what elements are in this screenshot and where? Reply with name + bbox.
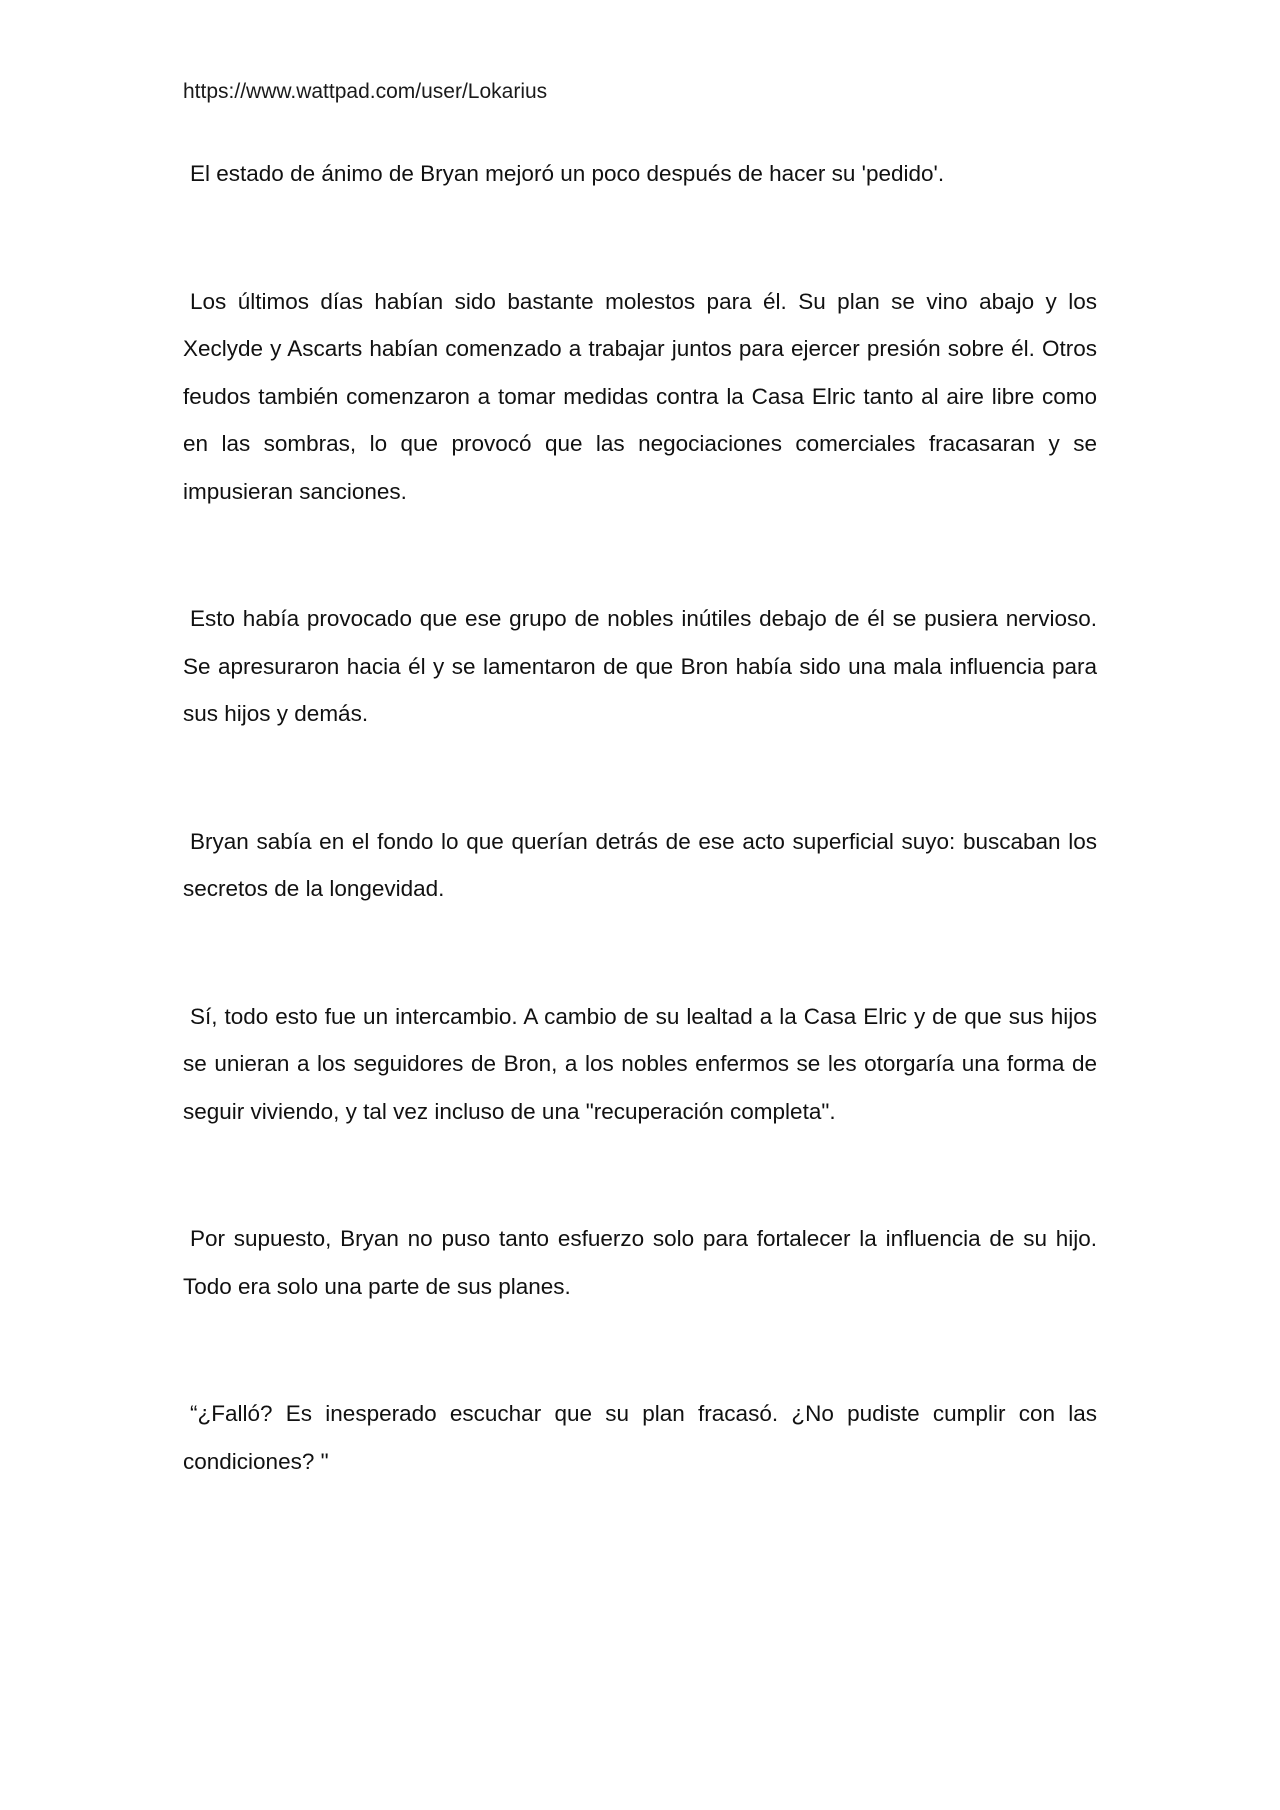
paragraph-2: Los últimos días habían sido bastante molestos para él. Su plan se vino abajo y los Xeclyde y Ascarts habían comenzado a trabajar juntos para ejercer presión sobre él. Otros feudos también comenzaron a tomar medidas contra la Casa Elric tanto al aire libre como en las sombras, lo que provocó que las negociaciones comerciales fracasaran y se impusieran sanciones. [183,288,1097,504]
source-url: https://www.wattpad.com/user/Lokarius [183,80,548,103]
paragraph-1: El estado de ánimo de Bryan mejoró un poco después de hacer su 'pedido'. [190,161,945,186]
paragraph-3: Esto había provocado que ese grupo de nobles inútiles debajo de él se pusiera nervioso. Se apresuraron hacia él y se lamentaron de que Bron había sido una mala influencia para sus hijos y demás. [183,606,1097,726]
paragraph-4: Bryan sabía en el fondo lo que querían detrás de ese acto superficial suyo: buscaban los secretos de la longevidad. [183,828,1097,901]
document-body [183,150,1097,1485]
paragraph-7: “¿Falló? Es inesperado escuchar que su plan fracasó. ¿No pudiste cumplir con las condiciones? " [183,1401,1097,1474]
paragraph-5: Sí, todo esto fue un intercambio. A cambio de su lealtad a la Casa Elric y de que sus hijos se unieran a los seguidores de Bron, a los nobles enfermos se les otorgaría una forma de seguir viviendo, y tal vez incluso de una "recuperación completa". [183,1003,1097,1124]
paragraph-6: Por supuesto, Bryan no puso tanto esfuerzo solo para fortalecer la influencia de su hijo. Todo era solo una parte de sus planes. [183,1226,1097,1299]
